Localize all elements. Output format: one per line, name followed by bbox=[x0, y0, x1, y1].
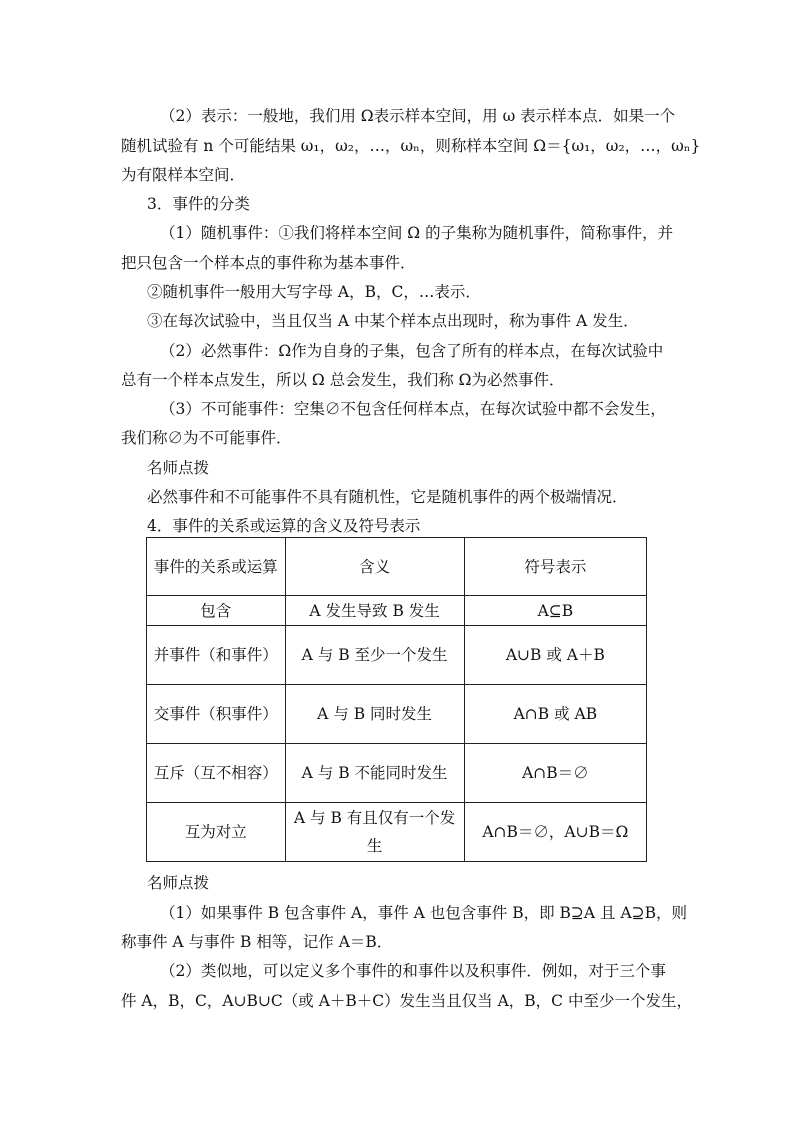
table-cell: A 与 B 有且仅有一个发生 bbox=[285, 803, 464, 862]
table-row bbox=[147, 626, 647, 685]
text-line: （2）表示：一般地，我们用 Ω表示样本空间，用 ω 表示样本点．如果一个 bbox=[160, 107, 676, 125]
text-line: 称事件 A 与事件 B 相等，记作 A＝B． bbox=[121, 933, 393, 951]
text-line: 件 A，B，C，A∪B∪C（或 A＋B＋C）发生当且仅当 A，B，C 中至少一个发生， bbox=[121, 992, 692, 1010]
table-cell: A⊆B bbox=[464, 596, 646, 626]
table-cell: 包含 bbox=[147, 596, 286, 626]
table-header-cell: 事件的关系或运算 bbox=[147, 538, 286, 596]
text-line: 随机试验有 n 个可能结果 ω₁，ω₂，…，ωₙ，则称样本空间 Ω＝{ω₁，ω₂，…，ωₙ} bbox=[121, 137, 701, 155]
section-heading: 3．事件的分类 bbox=[147, 195, 250, 213]
table-cell: A 与 B 至少一个发生 bbox=[285, 626, 464, 685]
text-line: 为有限样本空间． bbox=[121, 166, 246, 184]
table-cell: A∩B＝∅，A∪B＝Ω bbox=[464, 803, 646, 862]
table-cell: A 与 B 不能同时发生 bbox=[285, 744, 464, 803]
text-line: （1）如果事件 B 包含事件 A，事件 A 也包含事件 B，即 B⊇A 且 A⊇B，则 bbox=[160, 904, 688, 922]
section-heading: 4．事件的关系或运算的含义及符号表示 bbox=[147, 517, 421, 535]
relations-table bbox=[146, 537, 647, 862]
text-line: 我们称∅为不可能事件． bbox=[121, 429, 292, 447]
text-line: 必然事件和不可能事件不具有随机性，它是随机事件的两个极端情况． bbox=[147, 488, 628, 506]
text-line: ②随机事件一般用大写字母 A，B，C，…表示． bbox=[147, 283, 481, 301]
text-line: （3）不可能事件：空集∅不包含任何样本点，在每次试验中都不会发生， bbox=[160, 400, 666, 418]
text-line: （2）必然事件：Ω作为自身的子集，包含了所有的样本点，在每次试验中 bbox=[160, 342, 664, 360]
table-cell: A 与 B 同时发生 bbox=[285, 685, 464, 744]
text-line: （1）随机事件：①我们将样本空间 Ω 的子集称为随机事件，简称事件，并 bbox=[160, 224, 674, 242]
table-row bbox=[147, 596, 647, 626]
table-header-cell: 含义 bbox=[285, 538, 464, 596]
text-line: （2）类似地，可以定义多个事件的和事件以及积事件．例如，对于三个事 bbox=[160, 962, 666, 980]
table-cell: 互斥（互不相容） bbox=[147, 744, 286, 803]
table-row bbox=[147, 744, 647, 803]
table-cell: 互为对立 bbox=[147, 803, 286, 862]
text-line: 总有一个样本点发生，所以 Ω 总会发生，我们称 Ω为必然事件． bbox=[121, 371, 565, 389]
table-cell: 交事件（积事件） bbox=[147, 685, 286, 744]
table-row bbox=[147, 803, 647, 862]
text-line: 把只包含一个样本点的事件称为基本事件． bbox=[121, 254, 416, 272]
table-cell: A 发生导致 B 发生 bbox=[285, 596, 464, 626]
tip-heading: 名师点拨 bbox=[147, 874, 210, 892]
table-header-cell: 符号表示 bbox=[464, 538, 646, 596]
tip-heading: 名师点拨 bbox=[147, 459, 210, 477]
table-cell: 并事件（和事件） bbox=[147, 626, 286, 685]
table-cell: A∩B 或 AB bbox=[464, 685, 646, 744]
table-row bbox=[147, 685, 647, 744]
table-cell: A∩B＝∅ bbox=[464, 744, 646, 803]
table-cell: A∪B 或 A＋B bbox=[464, 626, 646, 685]
table-header-row bbox=[147, 538, 647, 596]
text-line: ③在每次试验中，当且仅当 A 中某个样本点出现时，称为事件 A 发生． bbox=[147, 312, 639, 330]
